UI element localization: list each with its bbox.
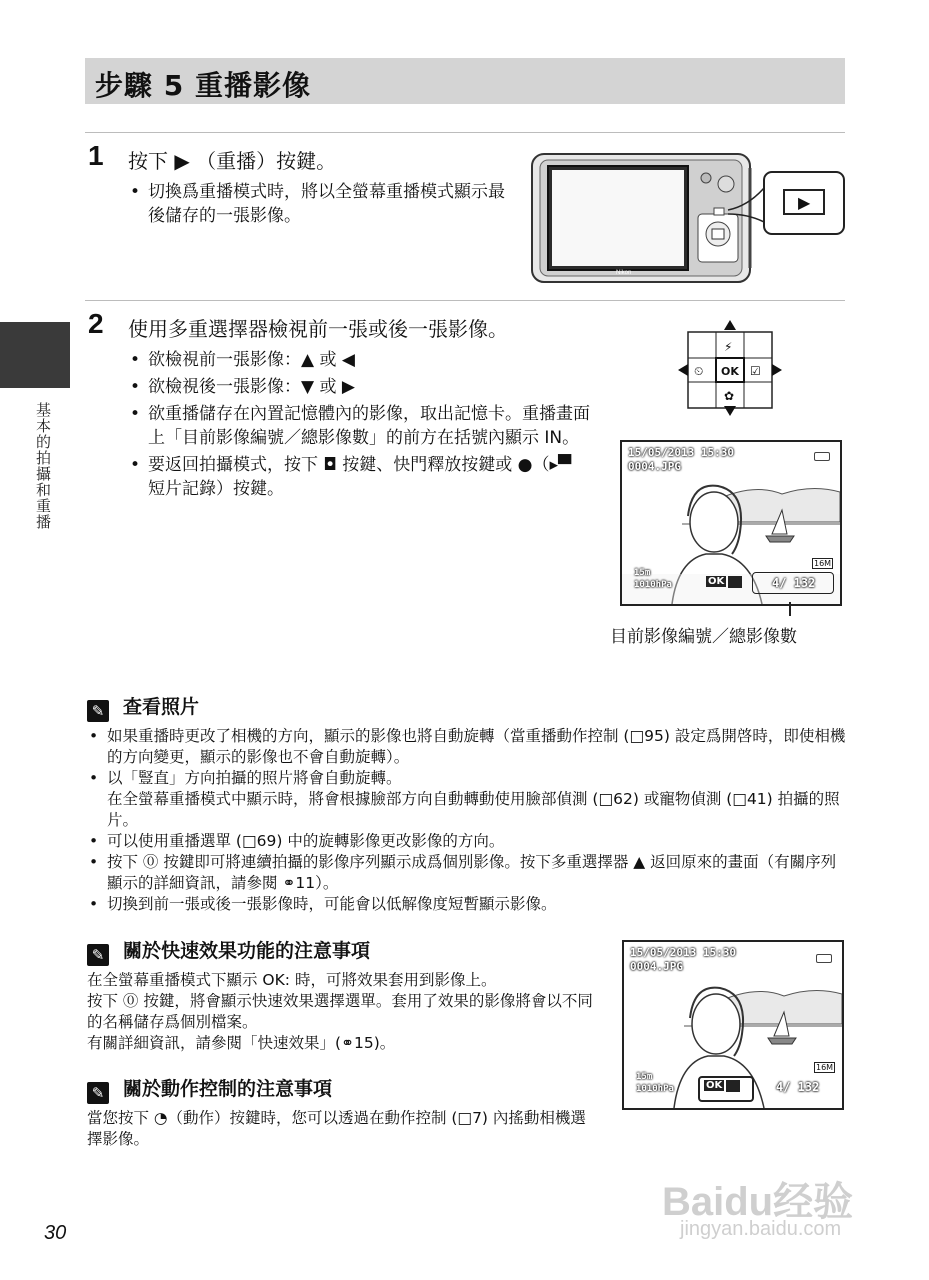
watermark-url: jingyan.baidu.com bbox=[680, 1218, 842, 1240]
step-2-bullet: • 要返回拍攝模式，按下 ◘ 按鍵、快門釋放按鍵或 ●（▸▀ 短片記錄）按鍵。 bbox=[128, 453, 590, 501]
image-size-icon: 16M bbox=[814, 559, 832, 568]
note-3-body bbox=[87, 1108, 593, 1150]
depth-readout: 15m bbox=[636, 1072, 653, 1082]
chapter-title-bar bbox=[85, 58, 845, 104]
note-2-body bbox=[87, 970, 593, 1054]
step-2-bullet: • 欲檢視後一張影像：▼ 或 ▶ bbox=[128, 375, 590, 399]
right-arrow-icon bbox=[772, 364, 782, 376]
self-timer-icon: ⏲ bbox=[694, 364, 704, 378]
exposure-icon: ☑ bbox=[750, 364, 761, 378]
note-1-heading: ✎ 查看照片 bbox=[87, 692, 199, 722]
watermark-logo: Baidu经验 bbox=[662, 1180, 854, 1224]
step-2-number: 2 bbox=[88, 308, 104, 339]
side-section-label: 基本的拍攝和重播 bbox=[34, 402, 52, 530]
playback-screen-2 bbox=[622, 940, 844, 1110]
filename-readout: 0004.JPG bbox=[630, 960, 683, 973]
quick-effect-icon bbox=[728, 576, 742, 588]
image-size-icon: 16M bbox=[816, 1063, 834, 1072]
note-2-line: 有關詳細資訊，請參閱「快速效果」(⚭15)。 bbox=[87, 1034, 396, 1052]
step-2-bullet: • 欲重播儲存在內置記憶體內的影像，取出記憶卡。重播畫面上「目前影像編號／總影像數」的前方在括號內顯示 IN。 bbox=[128, 402, 590, 450]
ok-effect-badge: OK bbox=[708, 576, 725, 587]
ok-effect-badge: OK bbox=[706, 1080, 723, 1091]
quick-effect-icon bbox=[726, 1080, 740, 1092]
camera-brand-text: Nikon bbox=[616, 270, 632, 276]
pressure-readout: 1010hPa bbox=[636, 1084, 674, 1094]
camera-back-illustration bbox=[528, 148, 850, 288]
image-counter: 4/ 132 bbox=[772, 576, 816, 590]
depth-readout: 15m bbox=[634, 568, 651, 578]
filename-readout: 0004.JPG bbox=[628, 460, 681, 473]
up-arrow-icon bbox=[724, 320, 736, 330]
step-1-title: 按下 ▶ （重播）按鍵。 bbox=[128, 149, 337, 173]
chapter-title: 步驟 5 重播影像 bbox=[95, 69, 311, 102]
note-3-line: 當您按下 ◔（動作）按鍵時，您可以透過在動作控制 (□7) 內搖動相機選擇影像。 bbox=[87, 1109, 586, 1148]
note-1-bullet: • 如果重播時更改了相機的方向，顯示的影像也將自動旋轉（當重播動作控制 (□95) 設定爲開啓時，即使相機的方向變更，顯示的影像也不會自動旋轉）。 bbox=[87, 726, 847, 768]
note-1-bullet: • 切換到前一張或後一張影像時，可能會以低解像度短暫顯示影像。 bbox=[87, 894, 847, 915]
note-pencil-icon: ✎ bbox=[87, 1082, 109, 1104]
note-pencil-icon: ✎ bbox=[87, 944, 109, 966]
step-1-bullet: • 切換爲重播模式時，將以全螢幕重播模式顯示最後儲存的一張影像。 bbox=[128, 180, 513, 228]
page-number: 30 bbox=[44, 1222, 67, 1244]
step-2-bullet: • 欲檢視前一張影像：▲ 或 ◀ bbox=[128, 348, 590, 372]
note-1-bullets bbox=[87, 726, 847, 915]
step-1-bullets bbox=[128, 180, 513, 231]
datetime-readout: 15/05/2013 15:30 bbox=[630, 946, 736, 959]
flash-icon: ⚡ bbox=[724, 340, 733, 354]
note-1-bullet: • 以「豎直」方向拍攝的照片將會自動旋轉。 在全螢幕重播模式中顯示時，將會根據臉部方向自動轉動使用臉部偵測 (□62) 或寵物偵測 (□41) 拍攝的照片。 bbox=[87, 768, 847, 831]
note-2-line: 在全螢幕重播模式下顯示 OK: 時，可將效果套用到影像上。 bbox=[87, 971, 497, 989]
step-2-title: 使用多重選擇器檢視前一張或後一張影像。 bbox=[128, 317, 508, 341]
note-pencil-icon: ✎ bbox=[87, 700, 109, 722]
note-2-heading: ✎ 關於快速效果功能的注意事項 bbox=[87, 936, 370, 966]
battery-icon bbox=[814, 452, 830, 461]
note-1-bullet: • 可以使用重播選單 (□69) 中的旋轉影像更改影像的方向。 bbox=[87, 831, 847, 852]
image-counter: 4/ 132 bbox=[776, 1080, 820, 1094]
counter-caption: 目前影像編號／總影像數 bbox=[610, 627, 797, 647]
down-arrow-icon bbox=[724, 406, 736, 416]
note-1-bullet: • 按下 ⓪ 按鍵即可將連續拍攝的影像序列顯示成爲個別影像。按下多重選擇器 ▲ 返回原來的畫面（有關序列顯示的詳細資訊，請參閱 ⚭11）。 bbox=[87, 852, 847, 894]
side-tab-marker bbox=[0, 322, 70, 388]
macro-icon: ✿ bbox=[724, 389, 735, 403]
ok-button-label: OK bbox=[721, 365, 739, 378]
play-button-icon: ▶ bbox=[798, 193, 811, 212]
note-3-heading: ✎ 關於動作控制的注意事項 bbox=[87, 1074, 332, 1104]
callout-line bbox=[789, 602, 791, 616]
step-1-number: 1 bbox=[88, 140, 104, 171]
divider bbox=[85, 300, 845, 301]
datetime-readout: 15/05/2013 15:30 bbox=[628, 446, 734, 459]
battery-icon bbox=[816, 954, 832, 963]
divider bbox=[85, 132, 845, 133]
step-2-bullets bbox=[128, 348, 590, 504]
playback-screen-1 bbox=[620, 440, 842, 606]
pressure-readout: 1010hPa bbox=[634, 580, 672, 590]
left-arrow-icon bbox=[678, 364, 688, 376]
multi-selector-diagram bbox=[678, 318, 782, 418]
note-2-line: 按下 ⓪ 按鍵，將會顯示快速效果選擇選單。套用了效果的影像將會以不同的名稱儲存爲個別檔案。 bbox=[87, 992, 593, 1031]
